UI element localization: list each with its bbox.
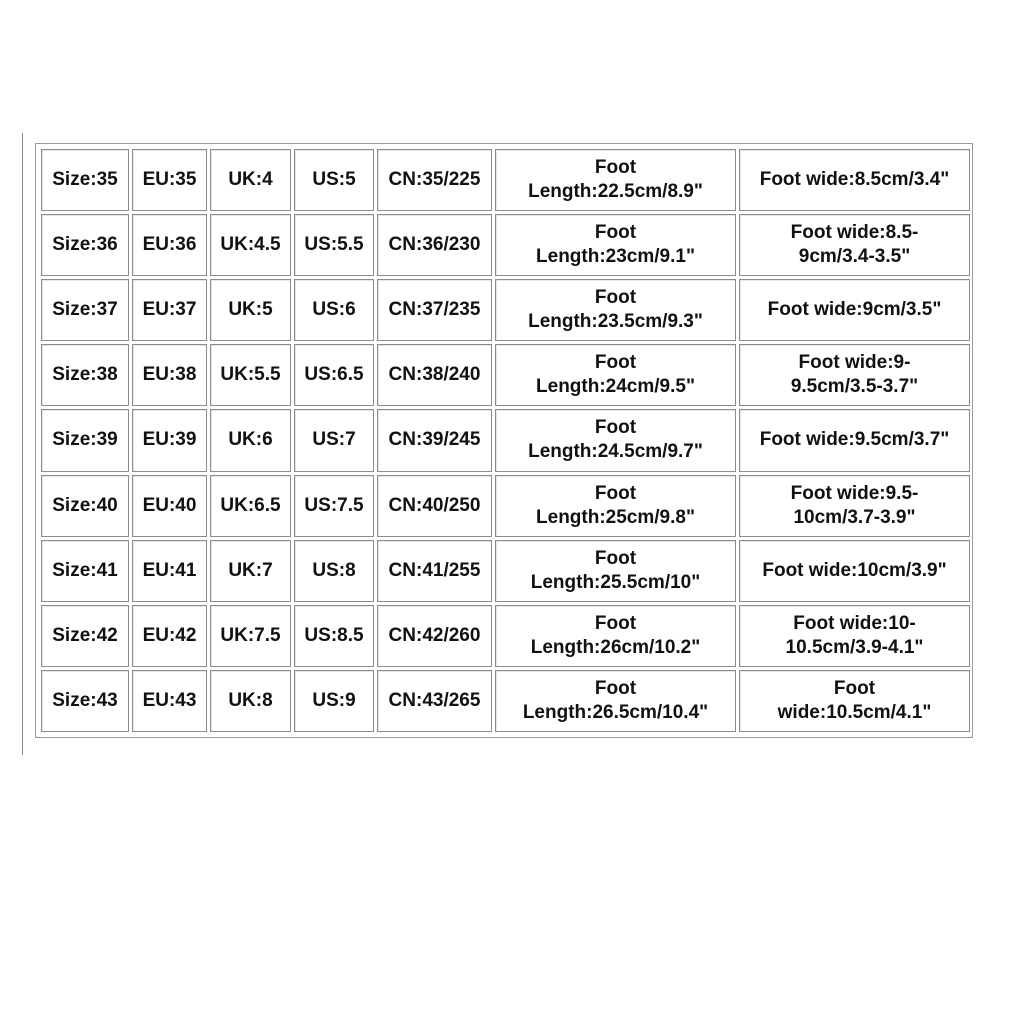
cn-size-cell: CN:42/260: [377, 605, 492, 667]
table-row: [41, 540, 970, 602]
foot-length-cell-line: Foot: [594, 482, 637, 504]
size-chart-table: [38, 146, 973, 735]
size-cell: Size:38: [41, 344, 129, 406]
table-row: [41, 409, 970, 471]
uk-size-cell: UK:8: [210, 670, 291, 732]
table-row: [41, 149, 970, 211]
foot-length-cell: [495, 475, 736, 537]
foot-width-cell-line: Foot wide:10-: [793, 612, 916, 634]
foot-length-cell-line: Foot: [594, 547, 637, 569]
us-size-cell: US:7.5: [294, 475, 374, 537]
foot-length-cell-line: Foot: [594, 417, 637, 439]
foot-width-cell-line: 10.5cm/3.9-4.1": [785, 636, 924, 658]
left-divider-line: [22, 133, 23, 755]
foot-length-cell: [495, 214, 736, 276]
foot-width-cell-line: Foot wide:9-: [798, 352, 911, 374]
eu-size-cell: EU:40: [132, 475, 207, 537]
foot-width-cell-line: wide:10.5cm/4.1": [777, 701, 932, 723]
cn-size-cell: CN:40/250: [377, 475, 492, 537]
cn-size-cell: CN:37/235: [377, 279, 492, 341]
foot-length-cell-line: Foot: [594, 352, 637, 374]
uk-size-cell: UK:7: [210, 540, 291, 602]
size-chart: [35, 143, 973, 738]
foot-length-cell-line: Length:22.5cm/8.9": [528, 181, 703, 203]
foot-length-cell: [495, 605, 736, 667]
foot-width-cell-line: 10cm/3.7-3.9": [793, 506, 916, 528]
foot-length-cell: [495, 279, 736, 341]
foot-length-cell: [495, 670, 736, 732]
eu-size-cell: EU:36: [132, 214, 207, 276]
uk-size-cell: UK:5.5: [210, 344, 291, 406]
table-row: [41, 475, 970, 537]
foot-width-cell: [739, 279, 970, 341]
foot-length-cell: [495, 149, 736, 211]
cn-size-cell: CN:38/240: [377, 344, 492, 406]
size-cell: Size:36: [41, 214, 129, 276]
foot-length-cell: [495, 409, 736, 471]
uk-size-cell: UK:4.5: [210, 214, 291, 276]
us-size-cell: US:5: [294, 149, 374, 211]
foot-length-cell-line: Foot: [594, 612, 637, 634]
foot-length-cell-line: Length:24cm/9.5": [536, 376, 695, 398]
us-size-cell: US:7: [294, 409, 374, 471]
us-size-cell: US:9: [294, 670, 374, 732]
us-size-cell: US:5.5: [294, 214, 374, 276]
foot-length-cell-line: Length:23.5cm/9.3": [528, 311, 703, 333]
foot-width-cell: [739, 344, 970, 406]
us-size-cell: US:8.5: [294, 605, 374, 667]
foot-length-cell-line: Foot: [594, 157, 637, 179]
foot-length-cell-line: Foot: [594, 677, 637, 699]
uk-size-cell: UK:6: [210, 409, 291, 471]
eu-size-cell: EU:43: [132, 670, 207, 732]
table-row: [41, 214, 970, 276]
foot-width-cell-line: 9cm/3.4-3.5": [798, 246, 911, 268]
us-size-cell: US:6: [294, 279, 374, 341]
foot-length-cell-line: Length:26cm/10.2": [530, 636, 701, 658]
foot-width-cell-line: Foot: [833, 677, 876, 699]
eu-size-cell: EU:38: [132, 344, 207, 406]
foot-width-cell: [739, 149, 970, 211]
foot-width-cell-line: Foot wide:8.5cm/3.4": [759, 169, 950, 191]
table-row: [41, 279, 970, 341]
foot-length-cell: [495, 540, 736, 602]
size-cell: Size:43: [41, 670, 129, 732]
table-row: [41, 670, 970, 732]
uk-size-cell: UK:6.5: [210, 475, 291, 537]
us-size-cell: US:6.5: [294, 344, 374, 406]
eu-size-cell: EU:42: [132, 605, 207, 667]
eu-size-cell: EU:37: [132, 279, 207, 341]
size-cell: Size:40: [41, 475, 129, 537]
uk-size-cell: UK:4: [210, 149, 291, 211]
table-row: [41, 344, 970, 406]
foot-width-cell-line: Foot wide:10cm/3.9": [762, 559, 947, 581]
foot-length-cell-line: Foot: [594, 287, 637, 309]
size-chart-body: [41, 149, 970, 732]
foot-width-cell: [739, 670, 970, 732]
foot-width-cell: [739, 540, 970, 602]
foot-width-cell: [739, 214, 970, 276]
foot-length-cell-line: Length:25.5cm/10": [530, 571, 701, 593]
size-cell: Size:42: [41, 605, 129, 667]
foot-length-cell-line: Length:26.5cm/10.4": [522, 701, 709, 723]
size-cell: Size:35: [41, 149, 129, 211]
eu-size-cell: EU:41: [132, 540, 207, 602]
foot-length-cell: [495, 344, 736, 406]
uk-size-cell: UK:5: [210, 279, 291, 341]
size-cell: Size:37: [41, 279, 129, 341]
foot-width-cell: [739, 409, 970, 471]
foot-width-cell: [739, 605, 970, 667]
foot-length-cell-line: Length:25cm/9.8": [536, 506, 695, 528]
size-cell: Size:39: [41, 409, 129, 471]
eu-size-cell: EU:35: [132, 149, 207, 211]
size-cell: Size:41: [41, 540, 129, 602]
eu-size-cell: EU:39: [132, 409, 207, 471]
cn-size-cell: CN:41/255: [377, 540, 492, 602]
cn-size-cell: CN:43/265: [377, 670, 492, 732]
foot-length-cell-line: Length:24.5cm/9.7": [528, 441, 703, 463]
foot-width-cell-line: Foot wide:9.5cm/3.7": [759, 429, 950, 451]
table-row: [41, 605, 970, 667]
us-size-cell: US:8: [294, 540, 374, 602]
foot-width-cell-line: Foot wide:9.5-: [790, 482, 919, 504]
cn-size-cell: CN:35/225: [377, 149, 492, 211]
cn-size-cell: CN:39/245: [377, 409, 492, 471]
foot-width-cell-line: 9.5cm/3.5-3.7": [790, 376, 919, 398]
foot-width-cell-line: Foot wide:8.5-: [790, 222, 919, 244]
foot-length-cell-line: Foot: [594, 222, 637, 244]
foot-width-cell: [739, 475, 970, 537]
foot-length-cell-line: Length:23cm/9.1": [536, 246, 695, 268]
cn-size-cell: CN:36/230: [377, 214, 492, 276]
uk-size-cell: UK:7.5: [210, 605, 291, 667]
foot-width-cell-line: Foot wide:9cm/3.5": [767, 299, 942, 321]
